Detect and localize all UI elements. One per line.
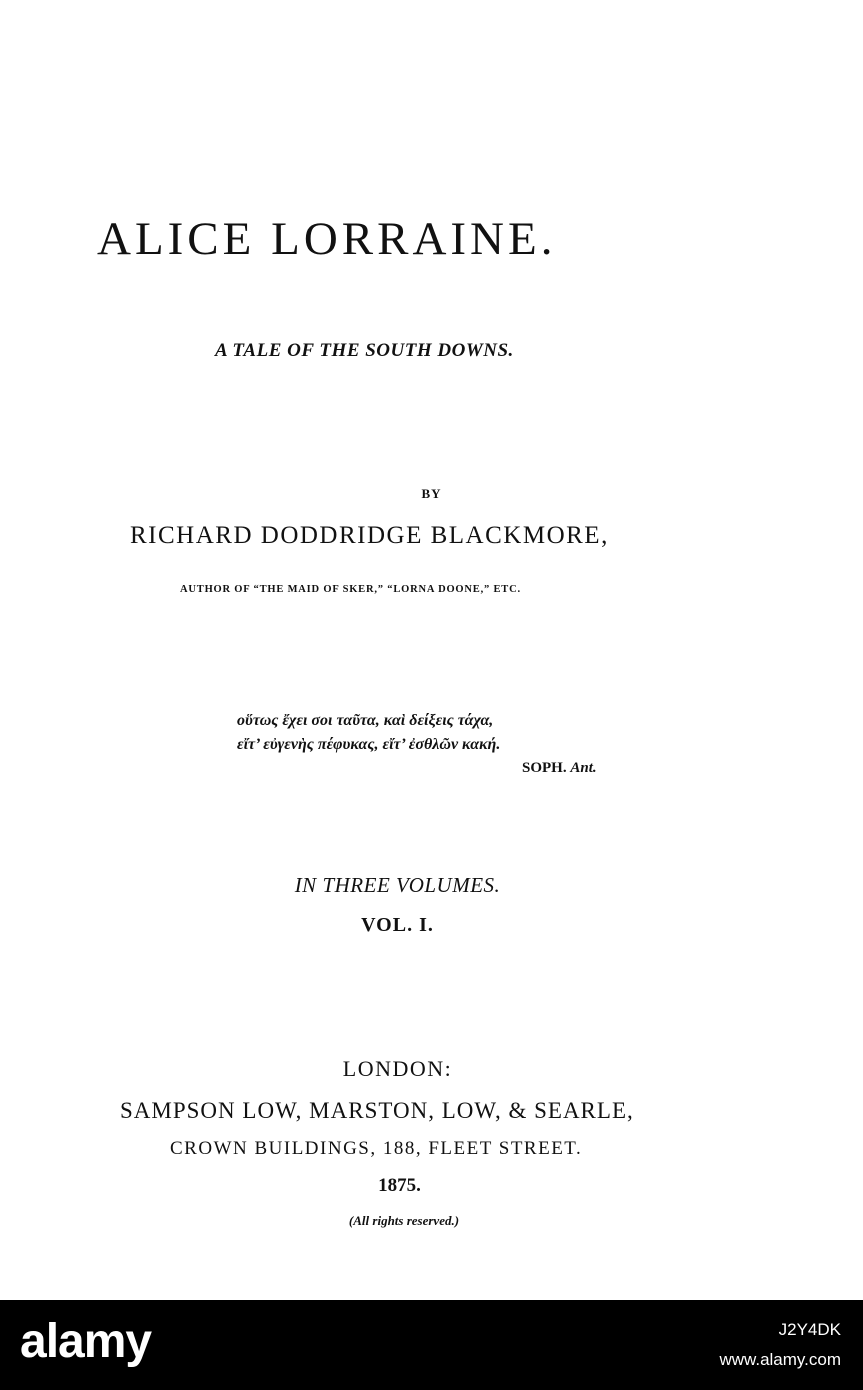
author-credits: AUTHOR OF “THE MAID OF SKER,” “LORNA DOONE,” ETC.: [180, 584, 521, 595]
stock-image-id: J2Y4DK: [778, 1320, 841, 1339]
rights-notice: (All rights reserved.): [348, 1213, 460, 1228]
volume-number: VOL. I.: [361, 914, 434, 936]
watermark-footer: [0, 1300, 863, 1390]
volumes-note: IN THREE VOLUMES.: [294, 873, 501, 897]
epigraph-source: [522, 760, 597, 777]
author-name: RICHARD DODDRIDGE BLACKMORE,: [130, 522, 609, 549]
epigraph-line-2: εἴτ’ εὐγενὴς πέφυκας, εἴτ’ ἐσθλῶν κακή.: [237, 736, 501, 753]
epigraph-source-author: SOPH.: [522, 760, 567, 776]
brand-logo: alamy: [20, 1315, 152, 1368]
publisher-address: CROWN BUILDINGS, 188, FLEET STREET.: [170, 1138, 583, 1159]
epigraph-source-work: Ant.: [570, 760, 597, 776]
book-title: ALICE LORRAINE.: [97, 213, 557, 265]
publication-place: LONDON:: [342, 1056, 453, 1081]
site-url: www.alamy.com: [719, 1350, 841, 1369]
by-line: BY: [421, 486, 442, 501]
epigraph-line-1: οὕτως ἔχει σοι ταῦτα, καὶ δείξεις τάχα,: [237, 712, 494, 729]
publication-year: 1875.: [378, 1175, 421, 1196]
publisher-name: SAMPSON LOW, MARSTON, LOW, & SEARLE,: [120, 1098, 634, 1123]
book-subtitle: A TALE OF THE SOUTH DOWNS.: [215, 340, 514, 361]
